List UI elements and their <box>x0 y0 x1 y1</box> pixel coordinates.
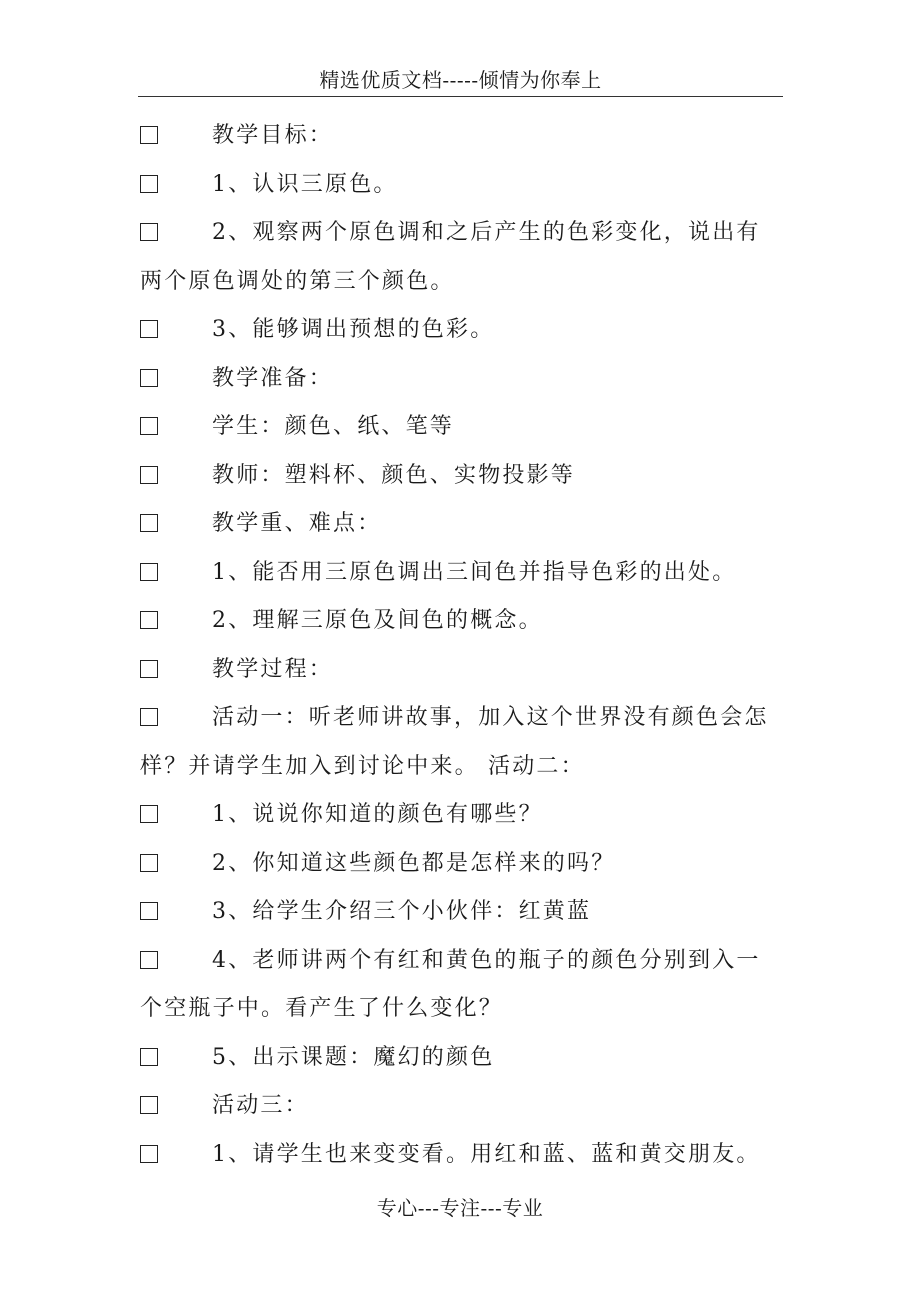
paragraph <box>140 549 780 598</box>
paragraph <box>140 646 780 695</box>
checkbox[interactable] <box>140 417 158 435</box>
checkbox[interactable] <box>140 660 158 678</box>
page-header: 精选优质文档-----倾情为你奉上 <box>138 64 783 97</box>
checkbox[interactable] <box>140 369 158 387</box>
paragraph <box>140 500 780 549</box>
checkbox[interactable] <box>140 1048 158 1066</box>
paragraph-text: 学生：颜色、纸、笔等 <box>212 414 455 439</box>
paragraph <box>140 888 780 937</box>
paragraph-text: 2、你知道这些颜色都是怎样来的吗？ <box>212 850 616 876</box>
paragraph <box>140 840 780 889</box>
paragraph <box>140 209 780 306</box>
checkbox[interactable] <box>140 466 158 484</box>
paragraph <box>140 306 780 355</box>
paragraph <box>140 112 780 161</box>
paragraph-text: 4、老师讲两个有红和黄色的瓶子的颜色分别到入一个空瓶子中。看产生了什么变化？ <box>140 947 761 1021</box>
paragraph-text: 2、观察两个原色调和之后产生的色彩变化，说出有两个原色调处的第三个颜色。 <box>140 220 761 294</box>
checkbox[interactable] <box>140 175 158 193</box>
checkbox[interactable] <box>140 126 158 144</box>
paragraph-text: 教学目标： <box>212 123 334 148</box>
paragraph <box>140 791 780 840</box>
checkbox[interactable] <box>140 320 158 338</box>
checkbox[interactable] <box>140 514 158 532</box>
paragraph <box>140 1082 780 1131</box>
checkbox[interactable] <box>140 611 158 629</box>
document-body <box>140 112 780 1179</box>
checkbox[interactable] <box>140 951 158 969</box>
checkbox[interactable] <box>140 1145 158 1163</box>
paragraph <box>140 1131 780 1180</box>
checkbox[interactable] <box>140 902 158 920</box>
paragraph-text: 1、认识三原色。 <box>212 171 398 197</box>
checkbox[interactable] <box>140 1096 158 1114</box>
paragraph-text: 1、请学生也来变变看。用红和蓝、蓝和黄交朋友。 <box>212 1141 761 1167</box>
paragraph-text: 3、给学生介绍三个小伙伴：红黄蓝 <box>212 899 592 924</box>
paragraph-text: 5、出示课题：魔幻的颜色 <box>212 1044 495 1070</box>
paragraph-text: 活动三： <box>212 1093 309 1118</box>
checkbox[interactable] <box>140 854 158 872</box>
paragraph <box>140 597 780 646</box>
paragraph <box>140 403 780 452</box>
paragraph <box>140 937 780 1034</box>
paragraph-text: 2、理解三原色及间色的概念。 <box>212 608 543 633</box>
paragraph-text: 1、说说你知道的颜色有哪些？ <box>212 802 543 827</box>
checkbox[interactable] <box>140 223 158 241</box>
paragraph-text: 教学准备： <box>212 365 334 391</box>
paragraph-text: 教学重、难点： <box>212 511 382 536</box>
paragraph <box>140 1034 780 1083</box>
paragraph-text: 1、能否用三原色调出三间色并指导色彩的出处。 <box>212 559 737 585</box>
page-footer: 专心---专注---专业 <box>376 1196 544 1220</box>
paragraph-text: 教师：塑料杯、颜色、实物投影等 <box>212 462 576 488</box>
paragraph <box>140 452 780 501</box>
paragraph <box>140 161 780 210</box>
paragraph-text: 3、能够调出预想的色彩。 <box>212 317 495 342</box>
paragraph-text: 活动一：听老师讲故事，加入这个世界没有颜色会怎样？并请学生加入到讨论中来。 活动二： <box>140 705 769 779</box>
paragraph-text: 教学过程： <box>212 656 334 682</box>
paragraph <box>140 355 780 404</box>
checkbox[interactable] <box>140 563 158 581</box>
paragraph <box>140 694 780 791</box>
checkbox[interactable] <box>140 805 158 823</box>
checkbox[interactable] <box>140 708 158 726</box>
